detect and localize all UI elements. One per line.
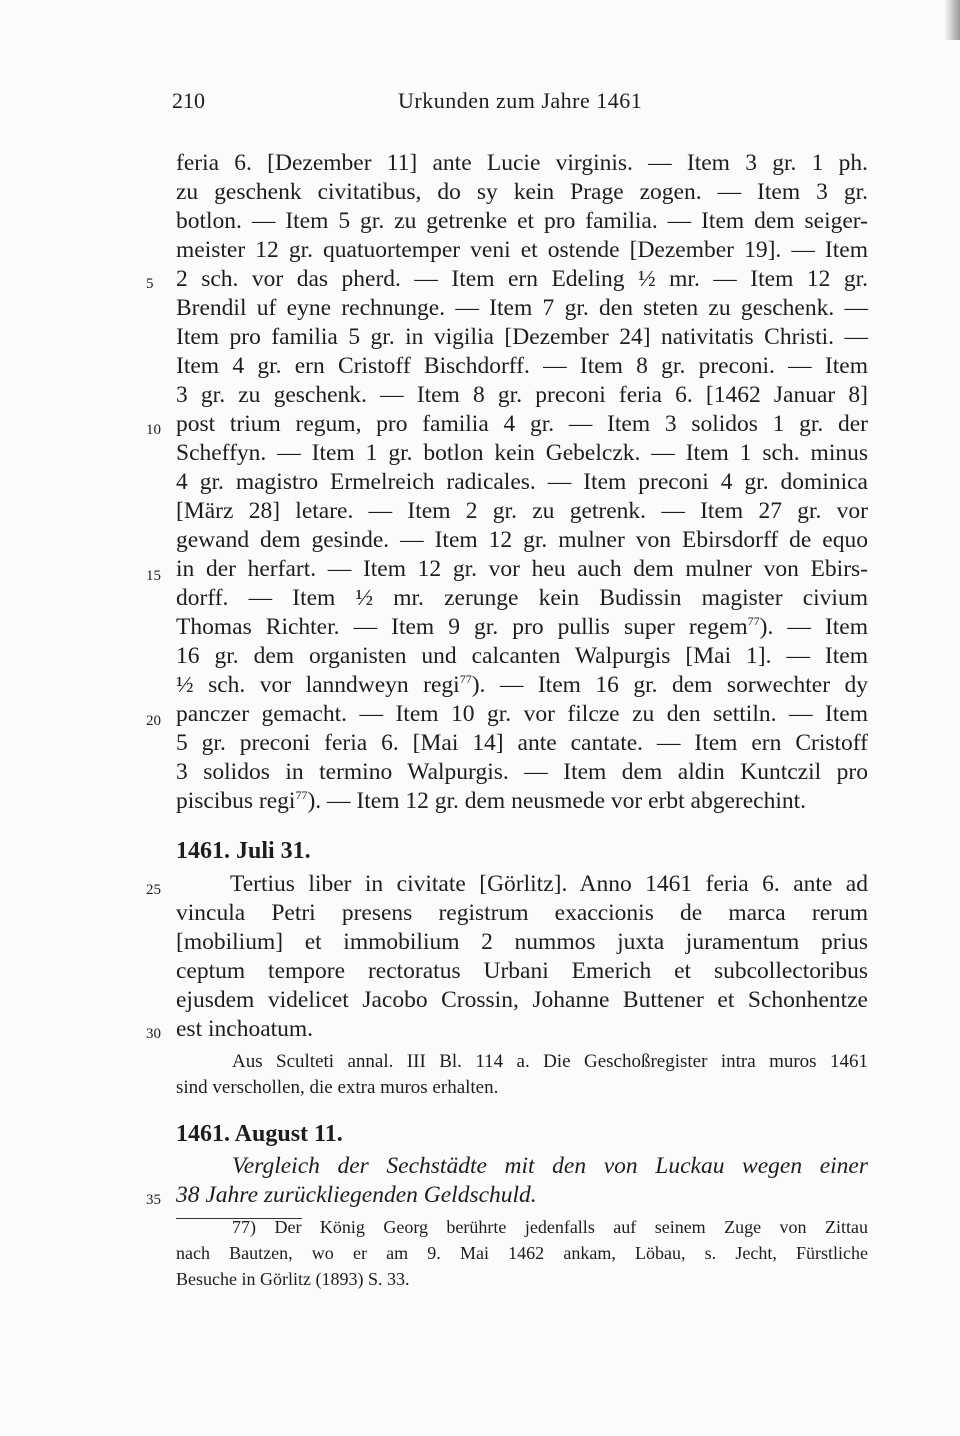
text-line: zu geschenk civitatibus, do sy kein Prage zogen. — Item 3 gr. (176, 179, 868, 205)
text-line: 3 solidos in termino Walpurgis. — Item dem aldin Kuntczil pro (176, 759, 868, 785)
text-line (176, 786, 868, 816)
note-line: sind verschollen, die extra muros erhalten. (176, 1077, 499, 1098)
text-line: [März 28] letare. — Item 2 gr. zu getrenk. — Item 27 gr. vor (176, 498, 868, 524)
text-line: ejusdem videlicet Jacobo Crossin, Johanne Buttener et Schonhentze (176, 987, 868, 1013)
text-line: gewand dem gesinde. — Item 12 gr. mulner von Ebirsdorff de equo (176, 527, 868, 553)
line-number: 5 (146, 276, 154, 292)
text-segment: ½ sch. vor lanndweyn regi (176, 672, 460, 698)
footnote-line: nach Bautzen, wo er am 9. Mai 1462 ankam, Löbau, s. Jecht, Fürstliche (176, 1243, 868, 1263)
footnote-mark: 77) (232, 1217, 256, 1237)
text-line: Brendil uf eyne rechnunge. — Item 7 gr. den steten zu geschenk. — (176, 295, 868, 321)
footnote-line (232, 1214, 868, 1240)
text-line: Scheffyn. — Item 1 gr. botlon kein Gebelczk. — Item 1 sch. minus (176, 440, 868, 466)
line-number: 10 (146, 422, 161, 438)
text-line: panczer gemacht. — Item 10 gr. vor filcze zu den settiln. — Item (176, 701, 868, 727)
line-number: 20 (146, 713, 161, 729)
page-edge-shadow (944, 0, 960, 40)
line-number: 25 (146, 882, 161, 898)
text-line: vincula Petri presens registrum exaccionis de marca rerum (176, 900, 868, 926)
text-line: 5 gr. preconi feria 6. [Mai 14] ante cantate. — Item ern Cristoff (176, 730, 868, 756)
section-heading: 1461. August 11. (176, 1121, 343, 1147)
footnote-reference: 77 (459, 672, 472, 687)
text-line: Tertius liber in civitate [Görlitz]. Anno 1461 feria 6. ante ad (230, 871, 868, 897)
text-line: 2 sch. vor das pherd. — Item ern Edeling ½ mr. — Item 12 gr. (176, 266, 868, 292)
text-segment: ). — Item 16 gr. dem sorwechter dy (471, 672, 868, 698)
line-number: 35 (146, 1192, 161, 1208)
section-heading: 1461. Juli 31. (176, 838, 311, 864)
text-line: 4 gr. magistro Ermelreich radicales. — Item preconi 4 gr. dominica (176, 469, 868, 495)
text-segment: ). — Item (759, 614, 869, 640)
note-line: Aus Sculteti annal. III Bl. 114 a. Die Geschoßregister intra muros 1461 (232, 1051, 868, 1072)
footnote-line: Besuche in Görlitz (1893) S. 33. (176, 1269, 410, 1289)
text-line: 16 gr. dem organisten und calcanten Walpurgis [Mai 1]. — Item (176, 643, 868, 669)
summary-line: Vergleich der Sechstädte mit den von Luckau wegen einer (232, 1153, 868, 1179)
running-title: Urkunden zum Jahre 1461 (398, 88, 643, 113)
summary-line: 38 Jahre zurückliegenden Geldschuld. (176, 1182, 537, 1208)
text-line: Item pro familia 5 gr. in vigilia [Dezember 24] nativitatis Christi. — (176, 324, 868, 350)
text-line: feria 6. [Dezember 11] ante Lucie virginis. — Item 3 gr. 1 ph. (176, 150, 868, 176)
text-line: in der herfart. — Item 12 gr. vor heu auch dem mulner von Ebirs- (176, 556, 868, 582)
text-line: post trium regum, pro familia 4 gr. — Item 3 solidos 1 gr. der (176, 411, 868, 437)
text-line (176, 612, 868, 642)
footnote-reference: 77 (295, 788, 308, 803)
text-segment: piscibus regi (176, 788, 296, 814)
text-line (176, 670, 868, 700)
text-segment: ). — Item 12 gr. dem neusmede vor erbt abgerechint. (307, 788, 807, 814)
text-line: botlon. — Item 5 gr. zu getrenke et pro familia. — Item dem seiger- (176, 208, 868, 234)
text-line: 3 gr. zu geschenk. — Item 8 gr. preconi feria 6. [1462 Januar 8] (176, 382, 868, 408)
footnote-reference: 77 (747, 614, 760, 629)
text-line: [mobilium] et immobilium 2 nummos juxta juramentum prius (176, 929, 868, 955)
text-segment: Der König Georg berührte jedenfalls auf seinem Zuge von Zittau (274, 1217, 868, 1237)
text-line: dorff. — Item ½ mr. zerunge kein Budissin magister civium (176, 585, 868, 611)
running-header (172, 88, 872, 128)
line-number: 15 (146, 568, 161, 584)
text-line: ceptum tempore rectoratus Urbani Emerich et subcollectoribus (176, 958, 868, 984)
text-line: meister 12 gr. quatuortemper veni et ostende [Dezember 19]. — Item (176, 237, 868, 263)
text-line: Item 4 gr. ern Cristoff Bischdorff. — Item 8 gr. preconi. — Item (176, 353, 868, 379)
text-line: est inchoatum. (176, 1016, 314, 1042)
text-segment: Thomas Richter. — Item 9 gr. pro pullis super regem (176, 614, 748, 640)
page-number: 210 (172, 88, 205, 113)
line-number: 30 (146, 1026, 161, 1042)
